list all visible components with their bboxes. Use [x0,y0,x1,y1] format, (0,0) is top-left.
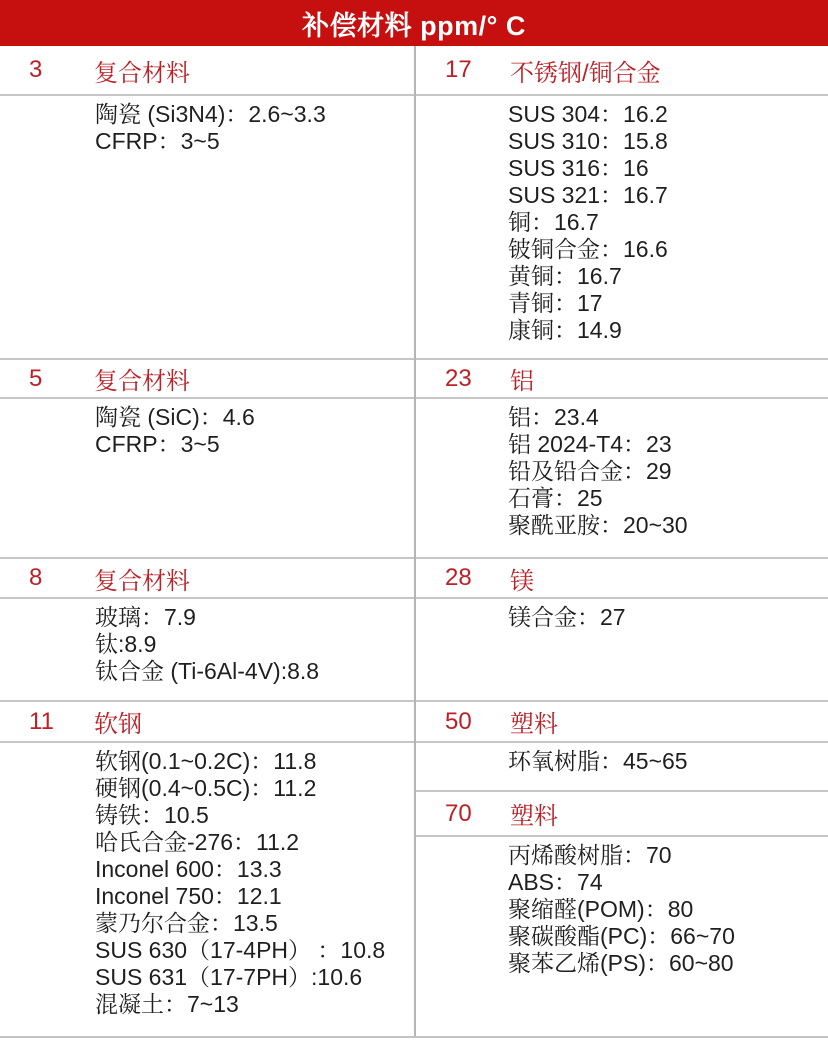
section-items-3 [0,96,414,358]
material-item: 聚碳酸酯(PC)：66~70 [508,923,735,949]
coefficient-value: 17 [445,56,472,83]
category-label: 塑料 [510,711,558,738]
material-item: 环氧树脂：45~65 [508,748,688,774]
material-item: ABS：74 [508,869,603,895]
material-item: 青铜：17 [508,290,603,316]
section-items-11 [0,743,414,1036]
section-header-11 [0,700,414,743]
category-label: 铝 [510,368,534,395]
section-header-28 [416,557,828,599]
coefficient-value: 3 [29,56,43,83]
material-item: 陶瓷 (SiC)：4.6 [95,404,255,430]
material-item: CFRP：3~5 [95,128,220,154]
section-items-8 [0,599,414,700]
coefficient-value: 70 [445,799,472,827]
material-item: 钛合金 (Ti-6Al-4V):8.8 [95,658,320,684]
material-item: 哈氏合金-276：11.2 [95,829,300,855]
coefficient-value: 28 [445,564,472,591]
coefficient-value: 23 [445,364,472,392]
material-item: 铅及铅合金：29 [508,458,672,484]
material-item: 聚缩醛(POM)：80 [508,896,694,922]
material-item: 铸铁：10.5 [95,802,209,828]
material-item: CFRP：3~5 [95,431,220,457]
coefficient-value: 5 [29,364,43,392]
material-item: 蒙乃尔合金：13.5 [95,910,278,936]
category-label: 镁 [510,567,534,595]
section-items-23 [416,399,828,557]
section-header-5 [0,358,414,399]
material-item: 铝 2024-T4：23 [508,431,672,457]
material-item: Inconel 750：12.1 [95,883,282,909]
category-label: 不锈钢/铜合金 [510,59,661,87]
section-items-5 [0,399,414,557]
coefficient-value: 11 [29,707,54,735]
section-header-50 [416,700,828,743]
category-label: 复合材料 [94,59,190,87]
right-column [414,46,828,1036]
coefficient-value: 8 [29,564,43,591]
table-body [0,46,828,1038]
material-item: 软钢(0.1~0.2C)：11.8 [95,748,317,774]
section-items-70 [416,837,828,1036]
section-header-8 [0,557,414,599]
material-item: 石膏：25 [508,485,603,511]
material-item: SUS 321：16.7 [508,182,668,208]
section-items-28 [416,599,828,700]
material-item: 混凝土：7~13 [95,991,239,1017]
material-item: 钛:8.9 [95,631,157,657]
material-item: 聚苯乙烯(PS)：60~80 [508,950,734,976]
category-label: 软钢 [94,711,142,738]
material-item: 丙烯酸树脂：70 [508,842,672,868]
table-title: 补偿材料 ppm/° C [0,0,828,46]
material-item: 陶瓷 (Si3N4)：2.6~3.3 [95,101,326,127]
left-column [0,46,414,1036]
section-items-50 [416,743,828,790]
section-items-17 [416,96,828,358]
material-item: 玻璃：7.9 [95,604,196,630]
material-item: 康铜：14.9 [508,317,622,343]
material-item: 铜：16.7 [508,209,599,235]
material-item: Inconel 600：13.3 [95,856,282,882]
material-item: SUS 631（17-7PH）:10.6 [95,964,363,990]
category-label: 复合材料 [94,567,190,595]
coefficient-value: 50 [445,707,472,735]
material-item: 黄铜：16.7 [508,263,622,289]
material-item: 聚酰亚胺：20~30 [508,512,688,538]
material-item: 硬钢(0.4~0.5C)：11.2 [95,775,317,801]
section-header-23 [416,358,828,399]
material-item: 镁合金：27 [508,604,626,630]
material-item: SUS 630（17-4PH） ：10.8 [95,937,386,963]
section-header-17 [416,46,828,96]
section-header-70 [416,790,828,837]
material-item: 铝：23.4 [508,404,599,430]
section-header-3 [0,46,414,96]
material-item: 铍铜合金：16.6 [508,236,668,262]
category-label: 复合材料 [94,368,190,395]
material-item: SUS 310：15.8 [508,128,668,154]
material-item: SUS 304：16.2 [508,101,668,127]
category-label: 塑料 [510,803,558,830]
material-item: SUS 316：16 [508,155,649,181]
